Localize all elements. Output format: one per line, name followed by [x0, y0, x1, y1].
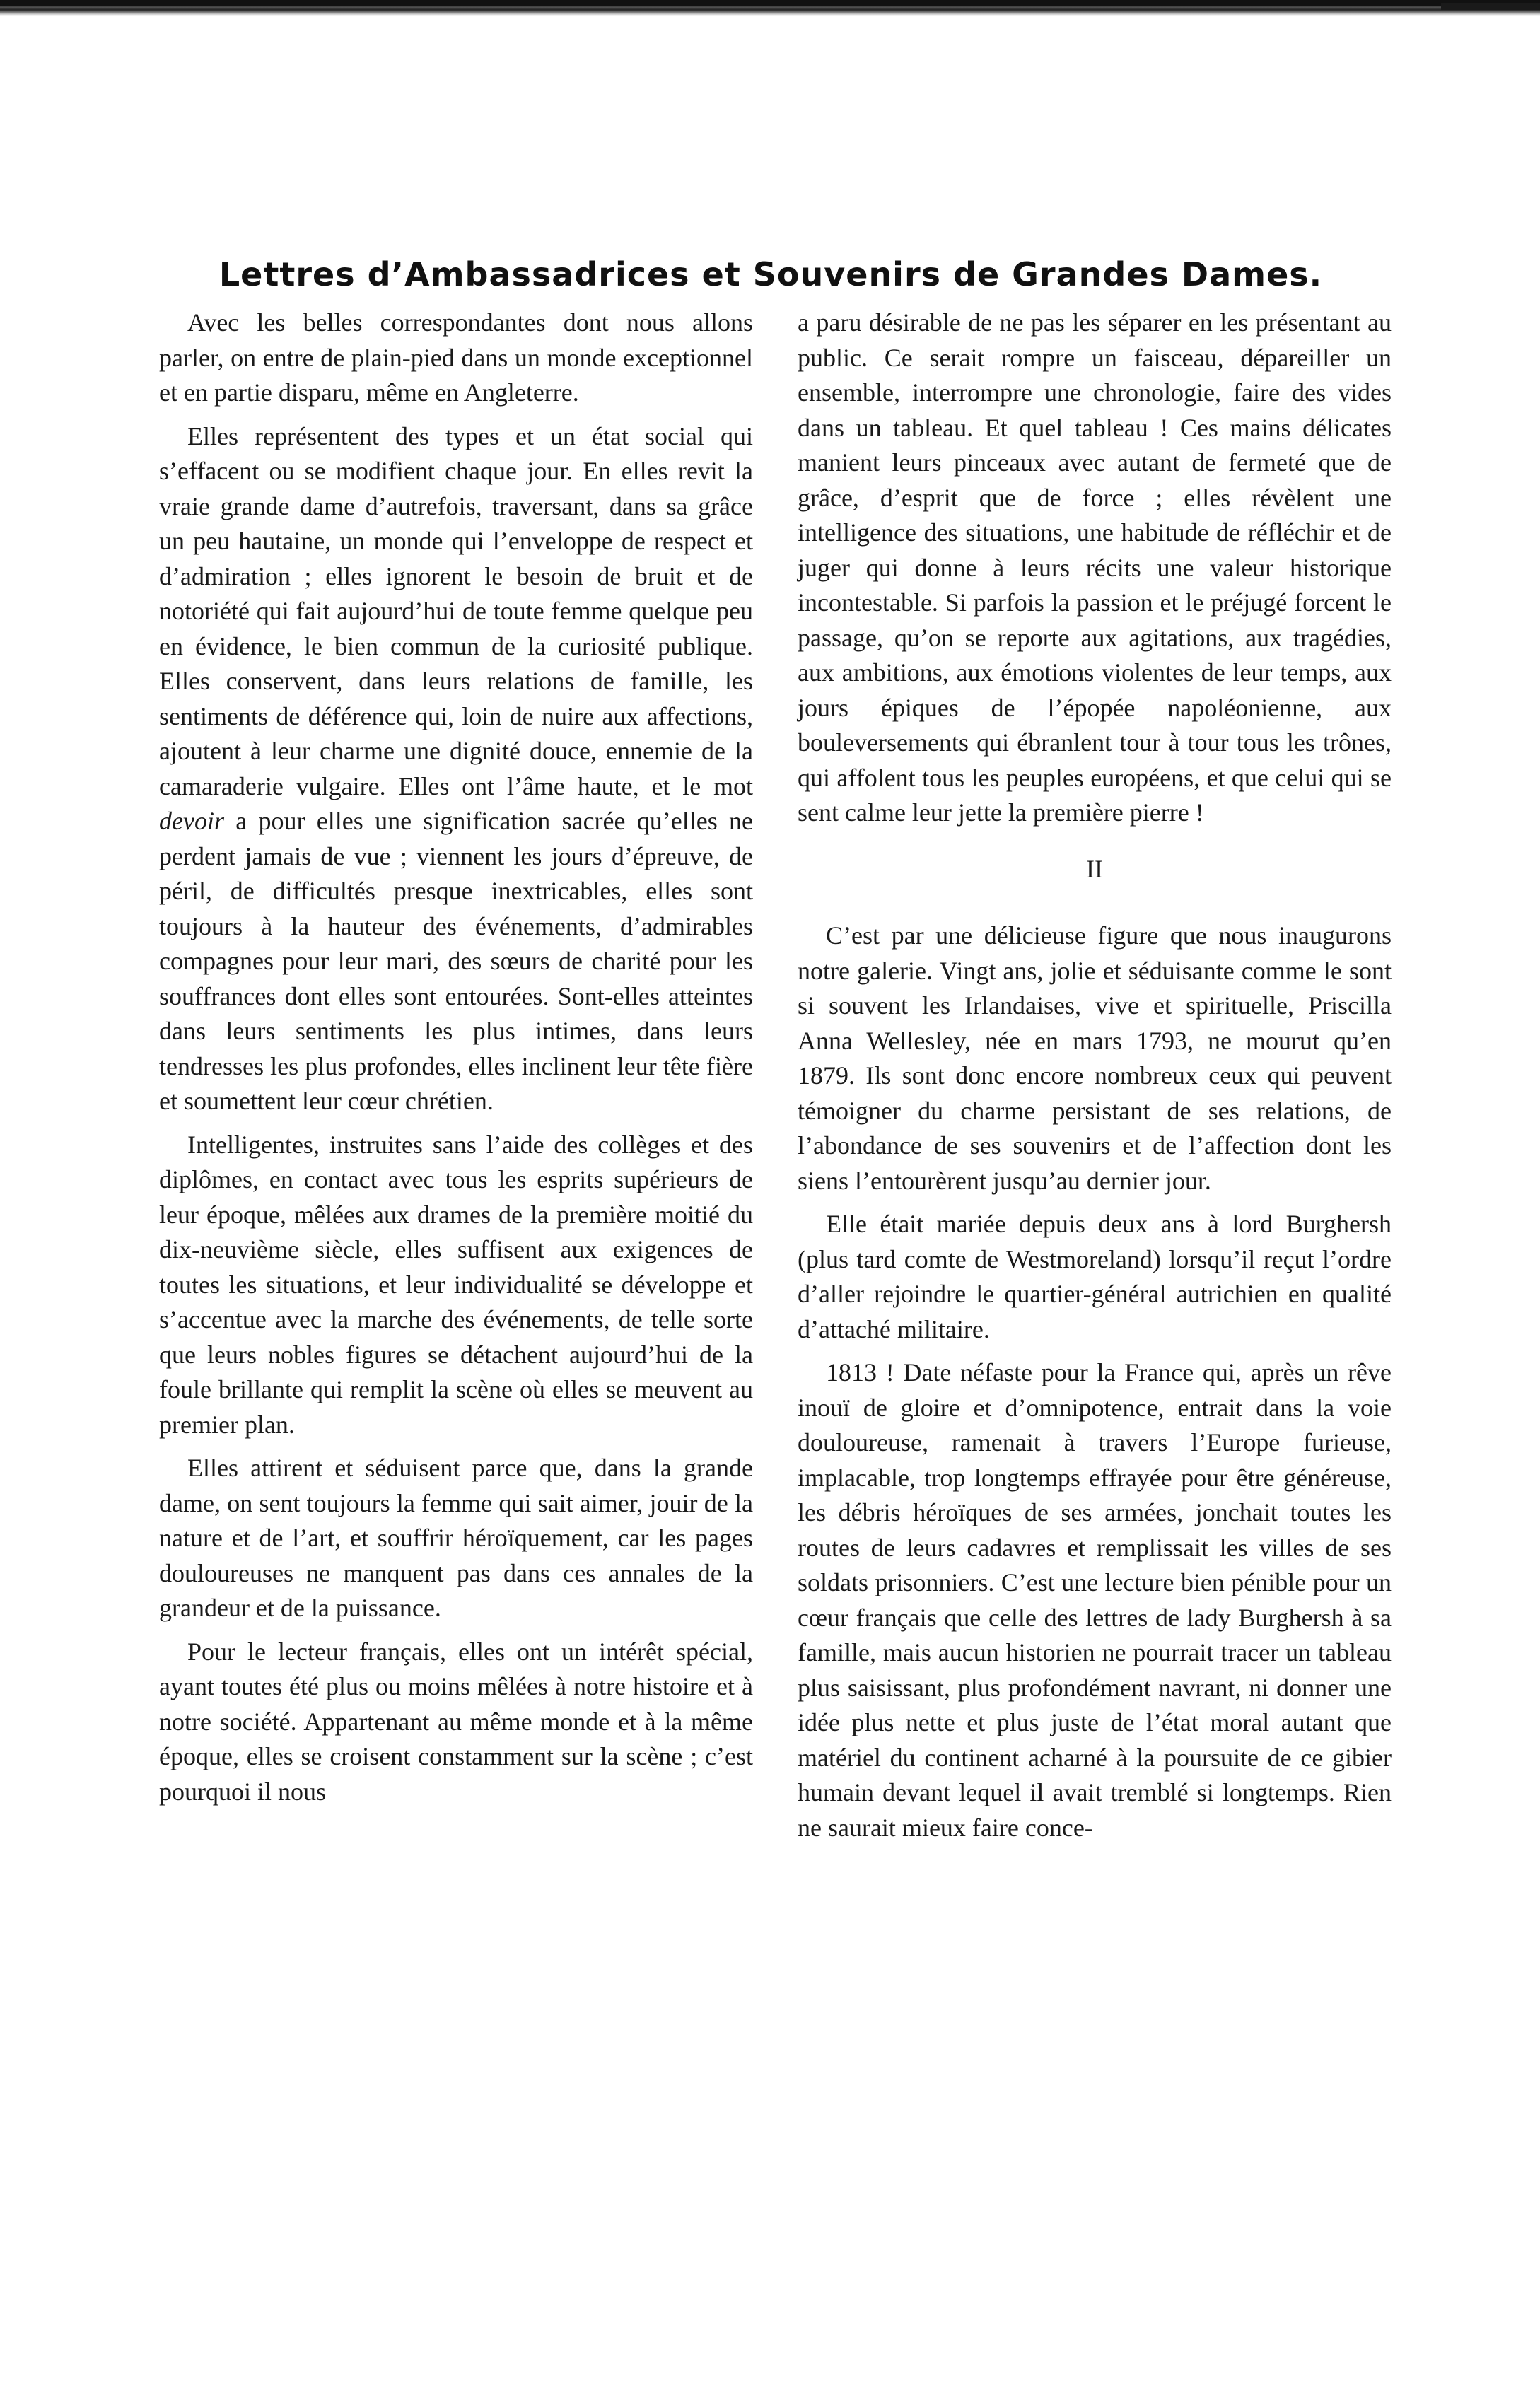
paragraph-lecteur: Pour le lecteur français, elles ont un intérêt spécial, ayant toutes été plus ou moins mêlées à notre histoire et à notre société. Appartenant au même monde et à la même époque, elles se croisent constamment sur la scène ; c’est pourquoi il nous — [159, 1637, 753, 1806]
right-column — [798, 305, 1392, 1854]
paragraph-types — [159, 419, 753, 1119]
paragraph-types-part1: Elles représentent des types et un état social qui s’effacent ou se modifient chaque jour. En elles revit la vraie grande dame d’autrefois, traversant, dans sa grâce un peu hautaine, un monde qui l’enveloppe de respect et d’admiration ; elles ignorent le besoin de bruit et de notoriété qui fait aujourd’hui de toute femme quelque peu en évidence, le bien commun de la curiosité publique. Elles conservent, dans leurs relations de famille, les sentiments de déférence qui, loin de nuire aux affections, ajoutent à leur charme une dignité douce, ennemie de la camaraderie vulgaire. Elles ont l’âme haute, et le mot — [159, 421, 753, 800]
italic-word-devoir: devoir — [159, 807, 224, 835]
section-number: II — [1086, 854, 1103, 883]
paragraph-intro: Avec les belles correspondantes dont nous allons parler, on entre de plain-pied dans un monde exceptionnel et en partie disparu, même en Angleterre. — [159, 308, 753, 407]
paragraph-continuation: a paru désirable de ne pas les séparer en les présentant au public. Ce serait rompre un faisceau, dépareiller un ensemble, interrompre une chronologie, faire des vides dans un tableau. Et quel tableau ! Ces mains délicates manient leurs pinceaux avec autant de fermeté que de grâce, d’esprit que de force ; elles révèlent une intelligence des situations, une habitude de réfléchir et de juger qui donne à leurs récits une valeur historique incontestable. Si parfois la passion et le préjugé forcent le passage, qu’on se reporte aux agitations, aux tragédies, aux ambitions, aux émotions violentes de leur temps, aux jours épiques de l’épopée napoléonienne, aux bouleversements qui ébranlent tour à tour tous les trônes, qui affolent tous les peuples européens, et que celui qui se sent calme leur jette la première pierre ! — [798, 308, 1392, 827]
top-border-rule — [0, 0, 1540, 16]
paragraph-figure: C’est par une délicieuse figure que nous inaugurons notre galerie. Vingt ans, jolie et séduisante comme le sont si souvent les Irlandaises, vive et spirituelle, Priscilla Anna Wellesley, née en mars 1793, ne mourut qu’en 1879. Ils sont donc encore nombreux ceux qui peuvent témoigner du charme persistant de ses relations, de l’abondance de ses souvenirs et de l’affection dont les siens l’entourèrent jusqu’au dernier jour. — [798, 921, 1392, 1195]
left-column — [159, 305, 753, 1818]
paragraph-intelligentes: Intelligentes, instruites sans l’aide des collèges et des diplômes, en contact avec tous les esprits supérieurs de leur époque, mêlées aux drames de la première moitié du dix-neuvième siècle, elles suffisent aux exigences de toutes les situations, et leur individualité se développe et s’accentue avec la marche des événements, de telle sorte que leurs nobles figures se détachent aujourd’hui de la foule brillante qui remplit la scène où elles se meuvent au premier plan. — [159, 1130, 753, 1439]
paragraph-attirent: Elles attirent et séduisent parce que, dans la grande dame, on sent toujours la femme qui sait aimer, jouir de la nature et de l’art, et souffrir héroïquement, car les pages douloureuses ne manquent pas dans ces annales de la grandeur et de la puissance. — [159, 1454, 753, 1622]
page-title: Lettres d’Ambassadrices et Souvenirs de Grandes Dames. — [218, 255, 1323, 293]
paragraph-mariee: Elle était mariée depuis deux ans à lord Burghersh (plus tard comte de Westmoreland) lorsqu’il reçut l’ordre d’aller rejoindre le quartier-général autrichien en qualité d’attaché militaire. — [798, 1210, 1392, 1343]
paragraph-types-part2: a pour elles une signification sacrée qu’elles ne perdent jamais de vue ; viennent les jours d’épreuve, de péril, de difficultés presque inextricables, elles sont toujours à la hauteur des événements, d’admirables compagnes pour leur mari, des sœurs de charité pour les souffrances dont elles sont entourées. Sont-elles atteintes dans leurs sentiments les plus intimes, dans leurs tendresses les plus profondes, elles inclinent leur tête fière et soumettent leur cœur chrétien. — [159, 807, 754, 1115]
paragraph-1813: 1813 ! Date néfaste pour la France qui, après un rêve inouï de gloire et d’omnipotence, entrait dans la voie douloureuse, ramenait à travers l’Europe furieuse, implacable, trop longtemps effrayée pour être généreuse, les débris héroïques de ses armées, jonchait toutes les routes de leurs cadavres et remplissait les villes de ses soldats prisonniers. C’est une lecture bien pénible pour un cœur français que celle des lettres de lady Burghersh à sa famille, mais aucun historien ne pourrait tracer un tableau plus saisissant, plus profondément navrant, ni donner une idée plus nette et plus juste de l’état moral autant que matériel du continent acharné à la poursuite de ce gibier humain devant lequel il avait tremblé si longtemps. Rien ne saurait mieux faire conce- — [798, 1358, 1392, 1842]
